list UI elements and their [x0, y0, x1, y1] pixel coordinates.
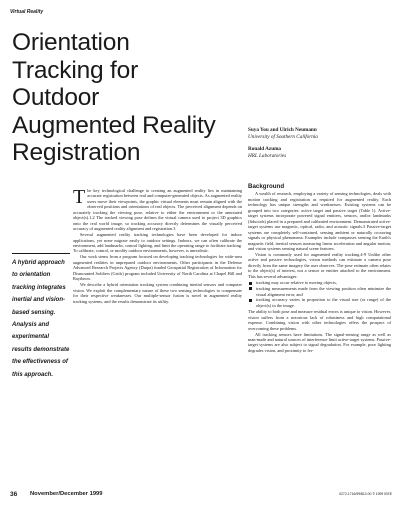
section-label: Virtual Reality	[10, 9, 44, 15]
author-block	[248, 127, 318, 159]
bullet-square-icon	[249, 282, 252, 285]
author-affiliation: HRL Laboratories	[248, 152, 287, 159]
bullet-square-icon	[249, 287, 252, 290]
section-heading: Background	[248, 183, 285, 190]
pull-quote: A hybrid approach to orientation tracking integrates inertial and vision-based sensing. Analysis and experimental results demonstrate the effectiveness of this approach.	[12, 253, 70, 381]
body-paragraph: A wealth of research, employing a variety of sensing technologies, deals with motion tracking and registration as required for augmented reality. Each technology has unique strengths and weaknesses. Existing systems can be grouped into two categories: active target and passive target (Table 1). Active-target systems incorporate powered signal emitters, sensors, and/or landmarks (fiducials) placed in a prepared and calibrated environment. Demonstrated active-target systems use magnetic, optical, radio, and acoustic signals.3 Passive-target systems are completely self-contained, sensing ambient or naturally occurring signals or physical phenomena. Examples include compasses sensing the Earth's magnetic field, inertial sensors measuring linear acceleration and angular motion, and vision systems sensing natural scene features.	[248, 191, 391, 251]
body-paragraph: The ability to both pose and measure residual errors is unique to vision. However, vision suffers from a notorious lack of robustness and high computational expense. Combining vision with other technologies offers the prospect of overcoming these problems.	[248, 309, 391, 331]
intro-column	[73, 188, 242, 305]
bullet-item: tracking accuracy varies in proportion to the visual size (or range) of the object(s) in the image.	[248, 297, 391, 308]
author-names: Ronald Azuma	[248, 146, 282, 153]
intro-paragraph: Several augmented reality tracking technologies have been developed for indoor applications, yet none migrate easily to outdoor settings. Indoors, we can often calibrate the environment, add landmarks, control lighting, and limit the operating range to facilitate tracking. To calibrate, control, or modify outdoor environments, however, is unrealistic.	[73, 232, 242, 254]
intro-paragraph: We describe a hybrid orientation tracking system combining inertial sensors and computer vision. We exploit the complementary nature of these two sensing technologies to compensate for their respective weaknesses. Our multiple-sensor fusion is novel in augmented reality tracking systems, and the results demonstrate its utility.	[73, 282, 242, 304]
bullet-item: tracking may occur relative to moving objects,	[248, 280, 391, 285]
body-paragraph: Vision is commonly used for augmented reality tracking.4-9 Unlike other active and passive technologies, vision methods can estimate a camera pose directly from the same imagery the user observes. The pose estimate often relates to the object(s) of interest, not a sensor or emitter attached to the environment. This has several advantages:	[248, 251, 391, 279]
page-number: 36	[10, 491, 18, 498]
title-line: Registration	[12, 139, 141, 166]
background-column	[248, 184, 391, 354]
bullet-item: tracking measurements made from the viewing position often minimize the visual alignment error, and	[248, 286, 391, 297]
title-line: Outdoor	[12, 84, 100, 111]
article-title	[12, 29, 216, 167]
author-affiliation: University of Southern California	[248, 133, 318, 140]
intro-paragraph: Our work stems from a program focused on developing tracking technologies for wide-area augmented realities in unprepared outdoor environments. Other participants in the Defense Advanced Research Projects Agency (Darpa) funded Geospatial Registration of Information for Dismounted Soldiers (Grids) program included University of North Carolina at Chapel Hill and Raytheon.	[73, 254, 242, 282]
bullet-list	[248, 280, 391, 308]
bullet-square-icon	[249, 299, 252, 302]
issue-date: November/December 1999	[30, 491, 103, 497]
body-paragraph: All tracking sensors have limitations. The signal-sensing range as well as man-made and natural sources of interference limit active-target systems. Passive-target systems are also subject to signal degradation. For example, poor lighting degrades vision, and proximity to fer-	[248, 331, 391, 353]
page-footer	[10, 491, 392, 501]
title-line: Tracking for	[12, 56, 139, 84]
drop-cap: T	[73, 186, 86, 208]
title-line: Orientation	[12, 29, 130, 56]
title-line: Augmented Reality	[12, 111, 216, 139]
author-names: Suya You and Ulrich Neumann	[248, 127, 317, 133]
copyright-code: 0272-1716/99/$10.00 © 1999 IEEE	[339, 492, 392, 496]
intro-paragraph: The key technological challenge to creating an augmented reality lies in maintaining accurate registration between real and computer-generated objects. As augmented reality users move their viewpoints, the graphic virtual elements must remain aligned with the observed positions and orientations of real objects. The perceived alignment depends on accurately tracking the viewing pose, relative to either the environment or the annotated object(s).1,2 The tracked viewing pose defines the virtual camera used to project 3D graphics onto the real world image, so tracking accuracy directly determines the visually perceived accuracy of augmented reality alignment and registration.3	[73, 186, 242, 232]
